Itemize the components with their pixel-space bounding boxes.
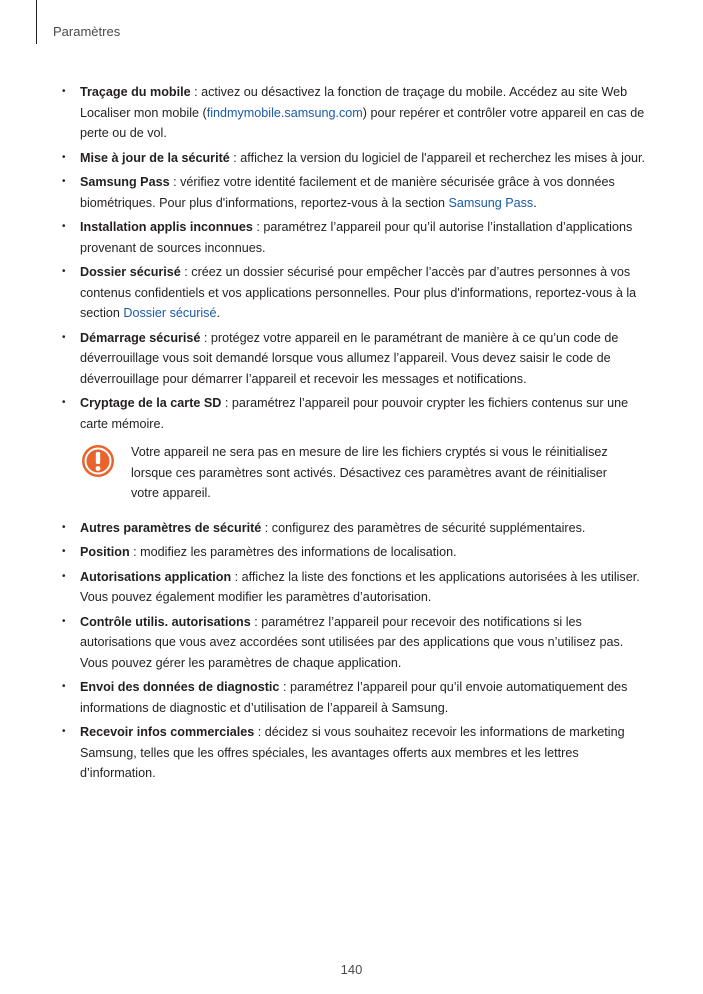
header-rule: [36, 0, 37, 44]
warning-exclamation-icon: [80, 443, 116, 479]
findmymobile-link[interactable]: findmymobile.samsung.com: [206, 105, 363, 120]
list-item-installation-applis: • Installation applis inconnues : paramétrez l’appareil pour qu’il autorise l’installation d’applications provenant de sources inconnues.: [0, 217, 703, 258]
list-item-controle-autorisations: • Contrôle utilis. autorisations : paramétrez l’appareil pour recevoir des notifications si les autorisations que vous avez accordées sont utilisées par des applications que vous n’utilisez pas. Vous pouvez gérer les paramètres de chaque application.: [0, 612, 703, 674]
page-content: [0, 82, 703, 788]
warning-note: [0, 442, 703, 504]
page-number: 140: [340, 962, 363, 977]
warning-text: Votre appareil ne sera pas en mesure de lire les fichiers cryptés si vous le réinitialisez lorsque ces paramètres sont activés. Désactivez ces paramètres avant de réinitialiser votre appareil.: [131, 445, 608, 500]
term: Dossier sécurisé: [80, 265, 181, 279]
list-item-cryptage-carte-sd: • Cryptage de la carte SD : paramétrez l’appareil pour pouvoir crypter les fichiers contenus sur une carte mémoire.: [0, 393, 703, 434]
term: Traçage du mobile: [80, 85, 191, 99]
term: Position: [80, 545, 130, 559]
term: Installation applis inconnues: [80, 220, 253, 234]
term: Démarrage sécurisé: [80, 330, 201, 345]
term: Autorisations application: [80, 569, 232, 584]
list-item-mise-a-jour-securite: • Mise à jour de la sécurité : affichez la version du logiciel de l'appareil et recherchez les mises à jour.: [0, 148, 703, 169]
list-item-autorisations-application: • Autorisations application : affichez la liste des fonctions et les applications autorisées à les utiliser. Vous pouvez également modifier les paramètres d’autorisation.: [0, 567, 703, 608]
section-title: Paramètres: [53, 24, 121, 39]
term: Autres paramètres de sécurité: [80, 520, 262, 535]
list-item-envoi-diagnostic: • Envoi des données de diagnostic : paramétrez l’appareil pour qu’il envoie automatiquement des informations de diagnostic et d’utilisation de l’appareil à Samsung.: [0, 677, 703, 718]
list-item-dossier-securise: • Dossier sécurisé : créez un dossier sécurisé pour empêcher l’accès par d’autres personnes à vos contenus confidentiels et vos applications personnelles. Pour plus d'informations, reportez-vous à la section Dossier sécurisé.: [0, 262, 703, 324]
list-item-tracage-mobile: • Traçage du mobile : activez ou désactivez la fonction de traçage du mobile. Accédez au site Web Localiser mon mobile (findmymobile.samsung.com) pour repérer et contrôler votre appareil en cas de perte ou de vol.: [0, 82, 703, 144]
list-item-infos-commerciales: • Recevoir infos commerciales : décidez si vous souhaitez recevoir les informations de marketing Samsung, telles que les offres spéciales, les avantages offerts aux membres et les lettres d’information.: [0, 722, 703, 784]
list-item-autres-parametres: • Autres paramètres de sécurité : configurez des paramètres de sécurité supplémentaires.: [0, 518, 703, 539]
term: Samsung Pass: [80, 175, 170, 189]
term: Cryptage de la carte SD: [80, 396, 222, 410]
list-item-demarrage-securise: • Démarrage sécurisé : protégez votre appareil en le paramétrant de manière à ce qu’un code de déverrouillage vous soit demandé lorsque vous allumez l’appareil. Vous devez saisir le code de déverrouillage pour démarrer l’appareil et recevoir les messages et notifications.: [0, 328, 703, 390]
list-item-samsung-pass: • Samsung Pass : vérifiez votre identité facilement et de manière sécurisée grâce à vos données biométriques. Pour plus d'informations, reportez-vous à la section Samsung Pass.: [0, 172, 703, 213]
term: Mise à jour de la sécurité: [80, 150, 230, 165]
term: Recevoir infos commerciales: [80, 725, 255, 739]
list-item-position: • Position : modifiez les paramètres des informations de localisation.: [0, 542, 703, 563]
dossier-securise-link[interactable]: Dossier sécurisé: [123, 306, 217, 320]
term: Contrôle utilis. autorisations: [80, 614, 251, 629]
term: Envoi des données de diagnostic: [80, 680, 280, 694]
samsung-pass-link[interactable]: Samsung Pass: [448, 195, 534, 210]
